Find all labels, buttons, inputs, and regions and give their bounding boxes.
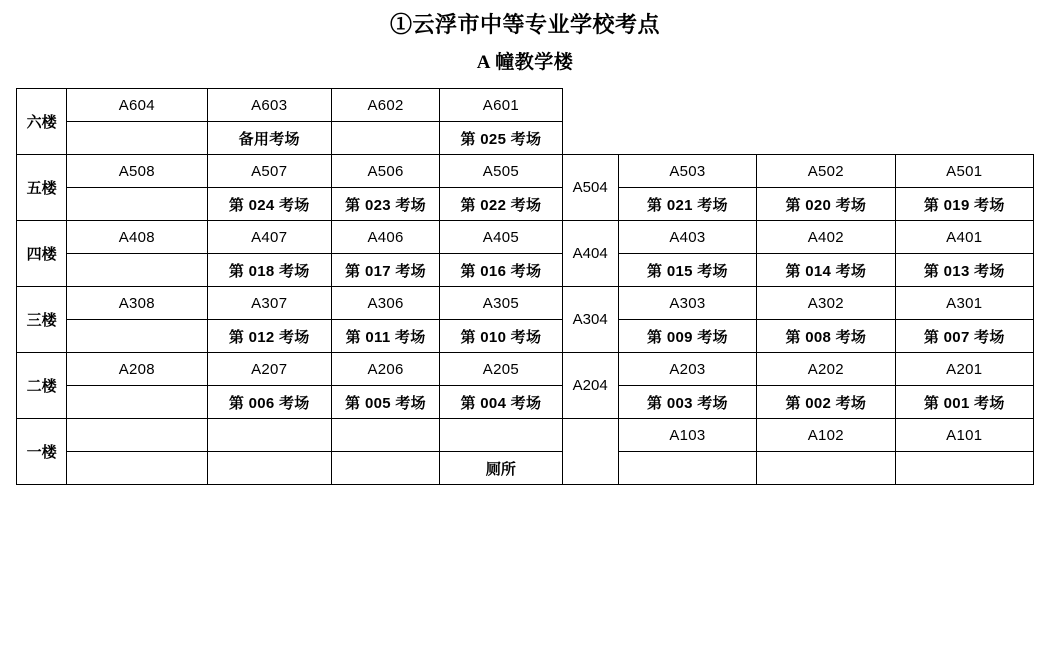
room-a303: A303 [618, 287, 756, 320]
exam-a401: 第 013 考场 [895, 254, 1033, 287]
stairwell-a304: A304 [562, 287, 618, 353]
exam-a201: 第 001 考场 [895, 386, 1033, 419]
room-a306: A306 [331, 287, 439, 320]
floor-label-2: 二楼 [17, 353, 67, 419]
table-row [17, 386, 1034, 419]
exam-f1-slot-2 [331, 452, 439, 485]
room-f1-slot-2 [331, 419, 439, 452]
empty-cell [895, 89, 1033, 122]
room-a302: A302 [757, 287, 895, 320]
table-row [17, 320, 1034, 353]
table-row [17, 353, 1034, 386]
exam-a604 [67, 122, 207, 155]
stairwell-f1 [562, 419, 618, 485]
table-row [17, 155, 1034, 188]
exam-a602 [331, 122, 439, 155]
floor-label-5: 五楼 [17, 155, 67, 221]
empty-cell [895, 122, 1033, 155]
empty-cell [618, 122, 756, 155]
table-row [17, 188, 1034, 221]
exam-a503: 第 021 考场 [618, 188, 756, 221]
exam-a501: 第 019 考场 [895, 188, 1033, 221]
room-a202: A202 [757, 353, 895, 386]
room-a501: A501 [895, 155, 1033, 188]
floor-label-3: 三楼 [17, 287, 67, 353]
stairwell-a504: A504 [562, 155, 618, 221]
empty-cell [618, 89, 756, 122]
exam-a305: 第 010 考场 [440, 320, 562, 353]
room-a602: A602 [331, 89, 439, 122]
empty-cell [757, 122, 895, 155]
room-a603: A603 [207, 89, 331, 122]
room-a403: A403 [618, 221, 756, 254]
page-title: ①云浮市中等专业学校考点 [389, 12, 660, 37]
exam-a601: 第 025 考场 [440, 122, 562, 155]
room-a601: A601 [440, 89, 562, 122]
table-row [17, 122, 1034, 155]
exam-a408 [67, 254, 207, 287]
room-a507: A507 [207, 155, 331, 188]
exam-a206: 第 005 考场 [331, 386, 439, 419]
room-f1-slot-4 [67, 419, 207, 452]
room-a101: A101 [895, 419, 1033, 452]
exam-f1-slot-3 [207, 452, 331, 485]
exam-a203: 第 003 考场 [618, 386, 756, 419]
empty-cell [562, 122, 618, 155]
exam-a302: 第 008 考场 [757, 320, 895, 353]
room-a506: A506 [331, 155, 439, 188]
building-floor-table [16, 88, 1034, 485]
empty-cell [757, 89, 895, 122]
room-a503: A503 [618, 155, 756, 188]
room-a207: A207 [207, 353, 331, 386]
exam-a405: 第 016 考场 [440, 254, 562, 287]
room-a205: A205 [440, 353, 562, 386]
room-a208: A208 [67, 353, 207, 386]
room-a604: A604 [67, 89, 207, 122]
exam-a507: 第 024 考场 [207, 188, 331, 221]
building-subtitle: A 幢教学楼 [476, 52, 574, 73]
room-a502: A502 [757, 155, 895, 188]
room-a505: A505 [440, 155, 562, 188]
room-a408: A408 [67, 221, 207, 254]
room-f1-slot-1 [440, 419, 562, 452]
room-a308: A308 [67, 287, 207, 320]
exam-a407: 第 018 考场 [207, 254, 331, 287]
room-a405: A405 [440, 221, 562, 254]
room-a201: A201 [895, 353, 1033, 386]
exam-a202: 第 002 考场 [757, 386, 895, 419]
floor-label-1: 一楼 [17, 419, 67, 485]
table-row [17, 452, 1034, 485]
exam-a505: 第 022 考场 [440, 188, 562, 221]
exam-a208 [67, 386, 207, 419]
room-a407: A407 [207, 221, 331, 254]
table-row [17, 419, 1034, 452]
exam-a506: 第 023 考场 [331, 188, 439, 221]
room-a301: A301 [895, 287, 1033, 320]
room-a406: A406 [331, 221, 439, 254]
exam-a403: 第 015 考场 [618, 254, 756, 287]
room-a508: A508 [67, 155, 207, 188]
exam-a406: 第 017 考场 [331, 254, 439, 287]
exam-a102 [757, 452, 895, 485]
room-a402: A402 [757, 221, 895, 254]
exam-a207: 第 006 考场 [207, 386, 331, 419]
restroom-label: 厕所 [440, 452, 562, 485]
room-a203: A203 [618, 353, 756, 386]
room-a305: A305 [440, 287, 562, 320]
table-row [17, 254, 1034, 287]
exam-a308 [67, 320, 207, 353]
room-a401: A401 [895, 221, 1033, 254]
stairwell-a204: A204 [562, 353, 618, 419]
exam-a508 [67, 188, 207, 221]
stairwell-a404: A404 [562, 221, 618, 287]
exam-a101 [895, 452, 1033, 485]
exam-a307: 第 012 考场 [207, 320, 331, 353]
exam-a603: 备用考场 [207, 122, 331, 155]
table-row [17, 89, 1034, 122]
floor-label-6: 六楼 [17, 89, 67, 155]
exam-a303: 第 009 考场 [618, 320, 756, 353]
exam-a502: 第 020 考场 [757, 188, 895, 221]
exam-a301: 第 007 考场 [895, 320, 1033, 353]
exam-a103 [618, 452, 756, 485]
room-a307: A307 [207, 287, 331, 320]
table-row [17, 221, 1034, 254]
room-a206: A206 [331, 353, 439, 386]
floor-label-4: 四楼 [17, 221, 67, 287]
room-f1-slot-3 [207, 419, 331, 452]
room-a102: A102 [757, 419, 895, 452]
exam-f1-slot-4 [67, 452, 207, 485]
empty-cell [562, 89, 618, 122]
table-row [17, 287, 1034, 320]
exam-a402: 第 014 考场 [757, 254, 895, 287]
room-a103: A103 [618, 419, 756, 452]
exam-a306: 第 011 考场 [331, 320, 439, 353]
exam-a205: 第 004 考场 [440, 386, 562, 419]
